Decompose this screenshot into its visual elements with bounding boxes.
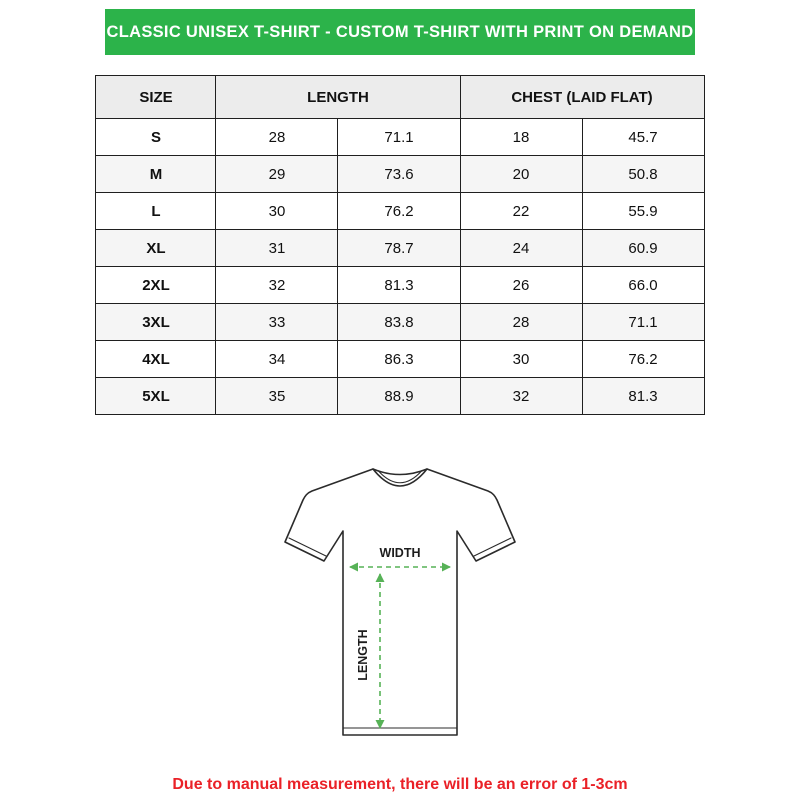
width-label: WIDTH [379,546,421,560]
value-cell: 32 [460,378,582,415]
value-cell: 81.3 [338,267,460,304]
tshirt-svg [250,447,550,759]
value-cell: 18 [460,119,582,156]
value-cell: 76.2 [338,193,460,230]
table-row [96,304,704,341]
page-title: CLASSIC UNISEX T-SHIRT - CUSTOM T-SHIRT WITH PRINT ON DEMAND [106,22,694,41]
value-cell: 24 [460,230,582,267]
value-cell: 60.9 [582,230,704,267]
table-header-row [96,76,704,119]
value-cell: 35 [216,378,338,415]
banner [105,9,695,55]
value-cell: 50.8 [582,156,704,193]
value-cell: 28 [216,119,338,156]
value-cell: 30 [216,193,338,230]
table-row [96,193,704,230]
table-row [96,119,704,156]
value-cell: 29 [216,156,338,193]
value-cell: 28 [460,304,582,341]
table-row [96,230,704,267]
value-cell: 86.3 [338,341,460,378]
header-chest: CHEST (LAID FLAT) [460,76,704,119]
value-cell: 22 [460,193,582,230]
size-cell: 2XL [96,267,216,304]
header-size: SIZE [96,76,216,119]
value-cell: 81.3 [582,378,704,415]
value-cell: 34 [216,341,338,378]
tshirt-outline [285,469,515,735]
size-cell: 5XL [96,378,216,415]
value-cell: 20 [460,156,582,193]
value-cell: 32 [216,267,338,304]
size-cell: 4XL [96,341,216,378]
value-cell: 45.7 [582,119,704,156]
value-cell: 83.8 [338,304,460,341]
size-table-body [96,119,704,415]
tshirt-diagram [250,447,550,764]
table-row [96,378,704,415]
size-cell: 3XL [96,304,216,341]
value-cell: 73.6 [338,156,460,193]
value-cell: 33 [216,304,338,341]
tshirt-body [285,469,515,735]
table-row [96,156,704,193]
value-cell: 88.9 [338,378,460,415]
value-cell: 71.1 [338,119,460,156]
header-length: LENGTH [216,76,460,119]
measurement-note: Due to manual measurement, there will be an error of 1-3cm [172,776,628,793]
value-cell: 26 [460,267,582,304]
value-cell: 31 [216,230,338,267]
size-cell: S [96,119,216,156]
value-cell: 78.7 [338,230,460,267]
value-cell: 76.2 [582,341,704,378]
value-cell: 55.9 [582,193,704,230]
value-cell: 71.1 [582,304,704,341]
size-table [95,75,704,415]
size-cell: L [96,193,216,230]
value-cell: 66.0 [582,267,704,304]
table-row [96,267,704,304]
size-cell: XL [96,230,216,267]
value-cell: 30 [460,341,582,378]
length-label: LENGTH [356,629,370,681]
table-row [96,341,704,378]
size-cell: M [96,156,216,193]
